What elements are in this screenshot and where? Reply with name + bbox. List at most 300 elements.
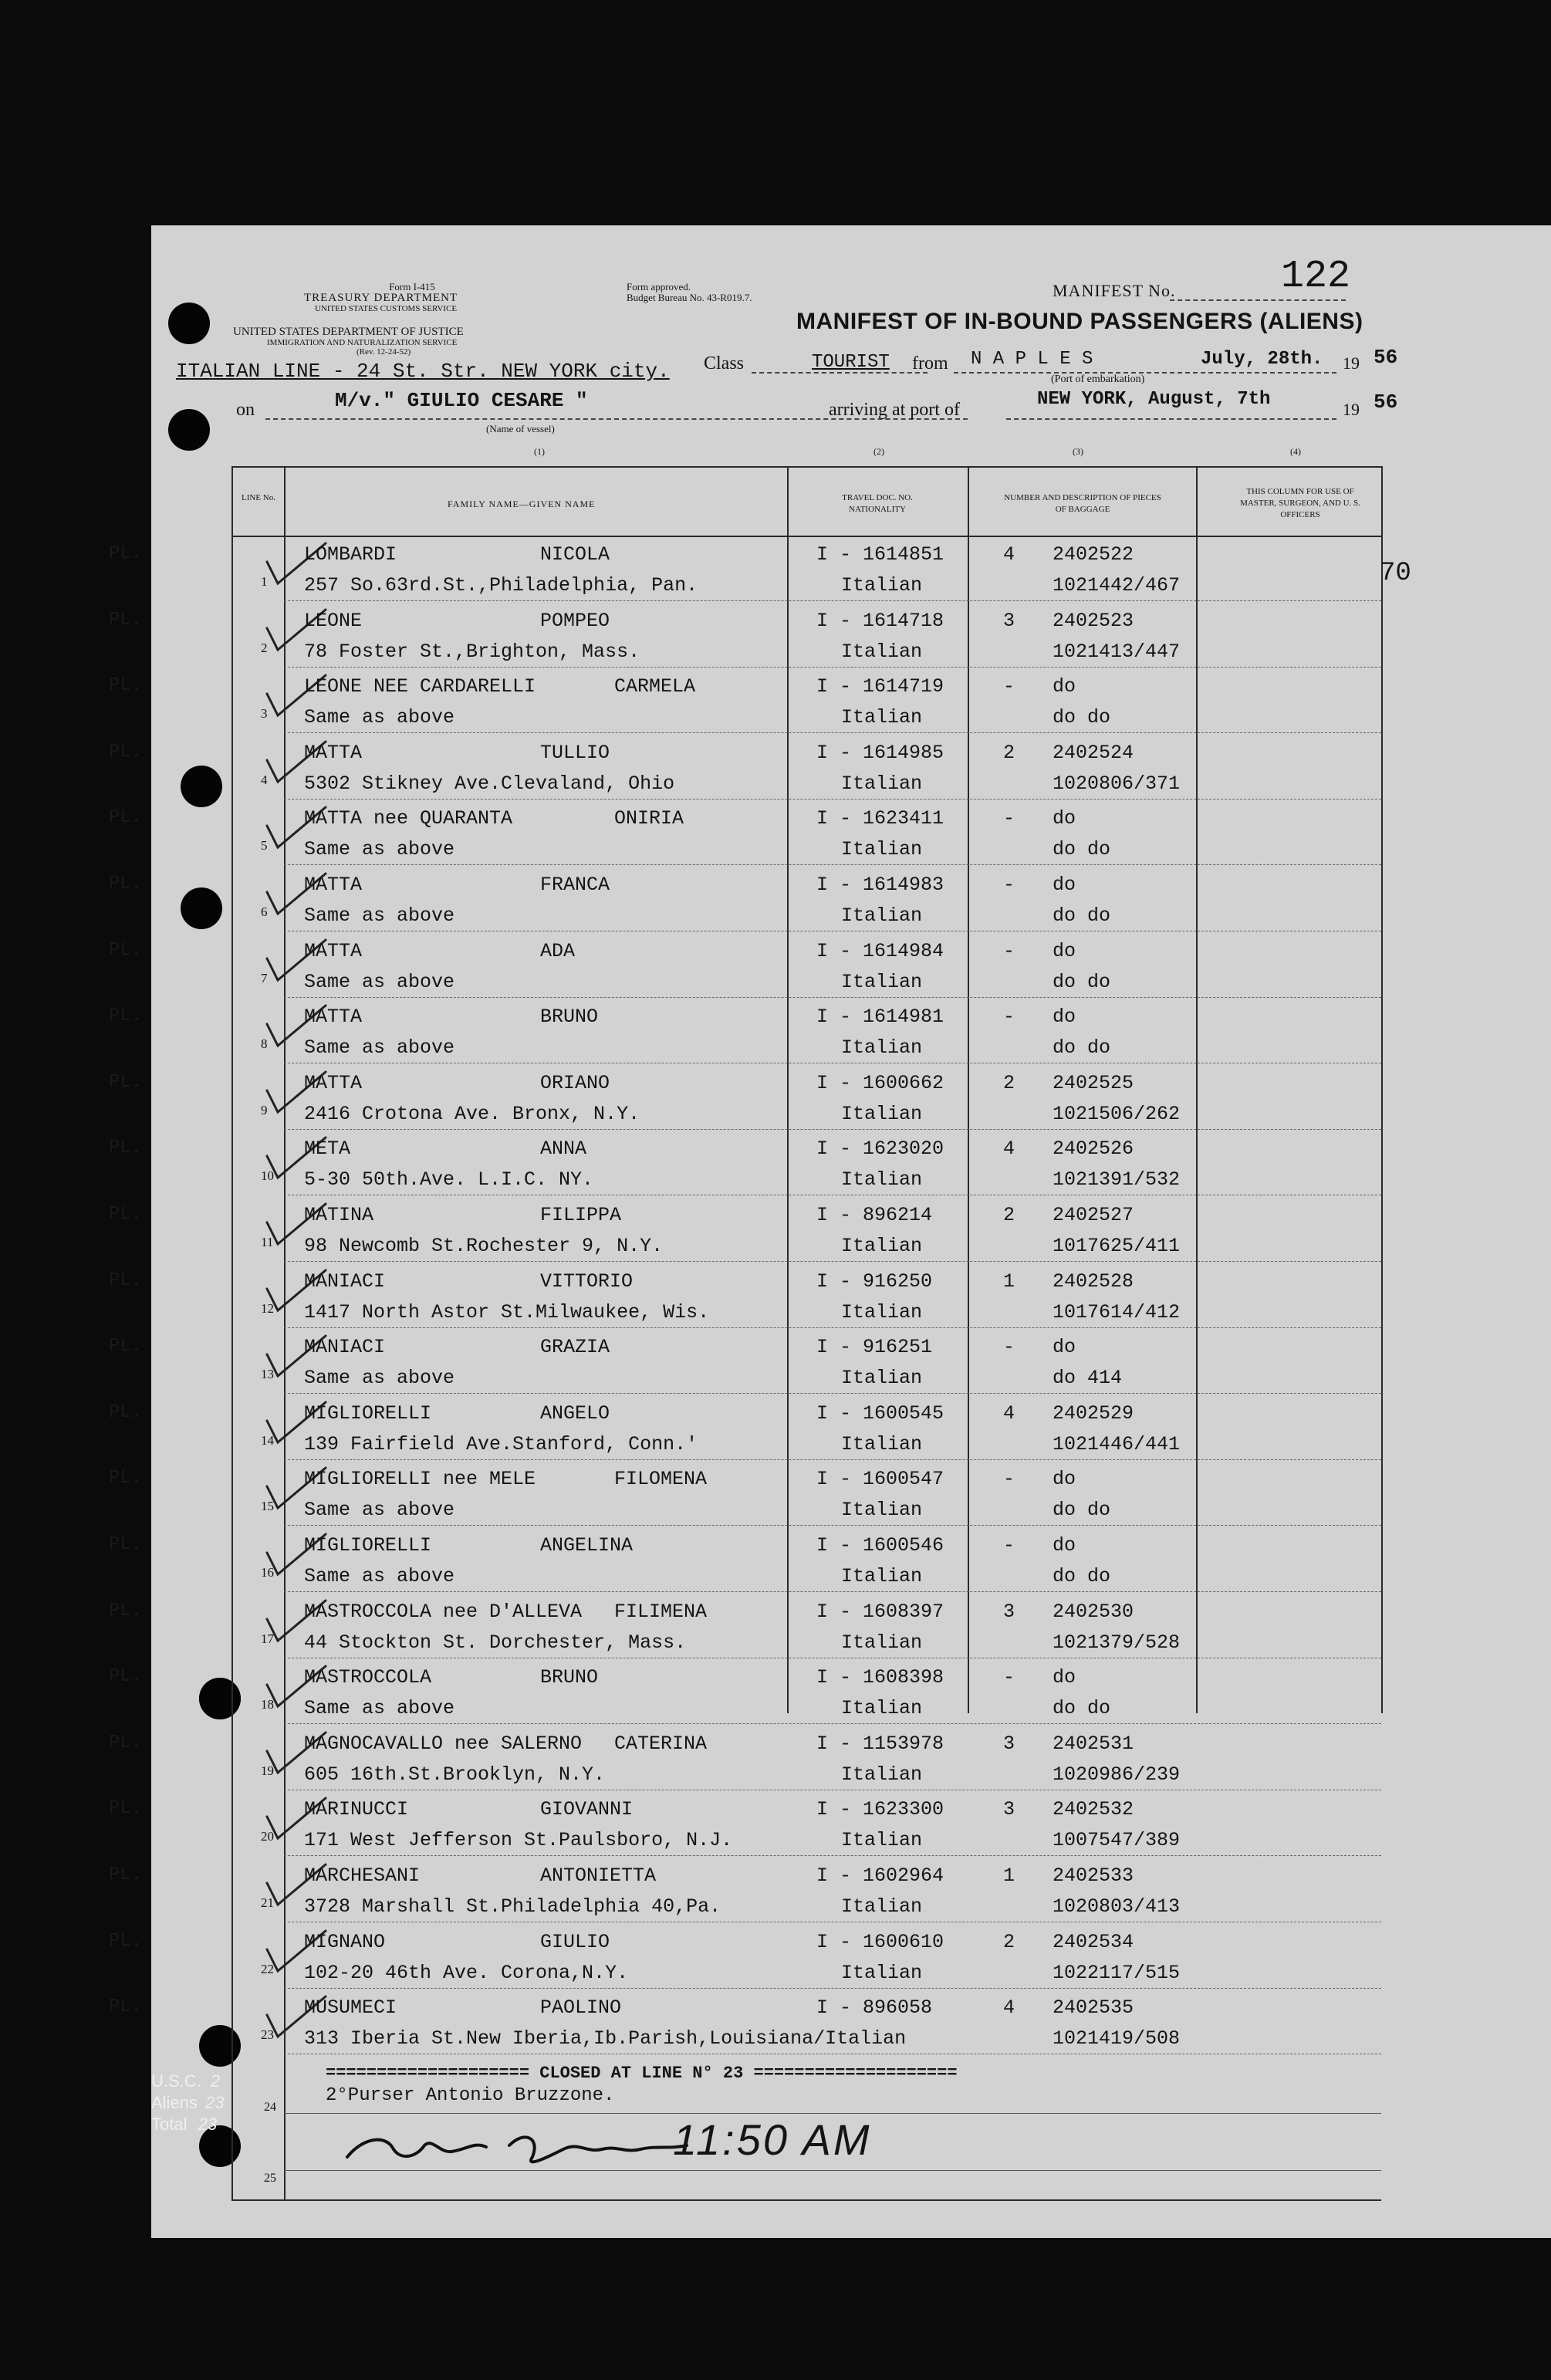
given-name: GIOVANNI: [540, 1798, 634, 1820]
baggage-ticket: 1021413/447: [1053, 641, 1181, 663]
baggage-ticket: 1021391/532: [1053, 1168, 1181, 1191]
baggage-pieces: 3: [1003, 1601, 1015, 1623]
form-number: Form I-415: [389, 281, 435, 292]
baggage-ticket: 1022117/515: [1053, 1962, 1181, 1984]
baggage-pieces: -: [1003, 874, 1015, 896]
table-row: [109, 866, 1551, 932]
row-rule: [284, 1525, 1381, 1526]
baggage-tag: 2402534: [1053, 1931, 1134, 1953]
signature-time: 11:50 AM: [673, 2115, 872, 2164]
baggage-tag: do: [1053, 675, 1076, 698]
line-number: 23: [261, 2027, 274, 2042]
family-name: MATTA: [304, 874, 363, 896]
nationality: Italian: [841, 574, 923, 597]
punch-hole: [168, 409, 210, 451]
baggage-ticket: 1020806/371: [1053, 772, 1181, 795]
table-row: [109, 1263, 1551, 1329]
baggage-pieces: 1: [1003, 1270, 1015, 1293]
travel-doc-number: I - 1614985: [816, 742, 944, 764]
line-number: 20: [261, 1829, 274, 1844]
pl-mark: PL.: [109, 1402, 143, 1423]
baggage-pieces: 2: [1003, 1931, 1015, 1953]
nationality: Italian: [841, 904, 923, 927]
baggage-tag: do: [1053, 1006, 1076, 1028]
departure-year: 56: [1374, 346, 1398, 369]
travel-doc-number: I - 916251: [816, 1336, 933, 1358]
manifest-number-label: MANIFEST No.: [1053, 281, 1176, 300]
travel-doc-number: I - 1602964: [816, 1864, 944, 1887]
baggage-ticket: do do: [1053, 1499, 1111, 1521]
tally-usc-value: 2: [210, 2071, 221, 2091]
family-name: MATTA: [304, 1006, 363, 1028]
address: 44 Stockton St. Dorchester, Mass.: [304, 1631, 687, 1654]
pl-mark: PL.: [109, 874, 143, 894]
table-row-rule: [284, 2170, 1381, 2171]
line-number: 21: [261, 1895, 274, 1910]
travel-doc-number: I - 1614983: [816, 874, 944, 896]
port-of-embarkation-note: (Port of embarkation): [1051, 374, 1145, 385]
family-name: MARINUCCI: [304, 1798, 409, 1820]
baggage-tag: 2402529: [1053, 1402, 1134, 1425]
address: Same as above: [304, 1499, 455, 1521]
row-rule: [284, 1723, 1381, 1724]
family-name: LEONE NEE CARDARELLI: [304, 675, 536, 698]
baggage-tag: do: [1053, 940, 1076, 962]
table-bottom-rule: [231, 2199, 1381, 2201]
table-row: [109, 932, 1551, 999]
budget-bureau: Budget Bureau No. 43-R019.7.: [627, 292, 752, 303]
table-row: [109, 668, 1551, 734]
header-line-no: LINE No.: [242, 493, 275, 502]
arrival-year-prefix: 19: [1343, 400, 1360, 419]
given-name: ANGELINA: [540, 1534, 634, 1557]
from-rule: [954, 372, 1336, 374]
nationality: Italian: [841, 1565, 923, 1587]
family-name: MATTA: [304, 742, 363, 764]
line-number: 7: [261, 971, 268, 985]
baggage-tag: 2402533: [1053, 1864, 1134, 1887]
baggage-ticket: do do: [1053, 1697, 1111, 1719]
line-number: 9: [261, 1103, 268, 1117]
table-row: [109, 1395, 1551, 1461]
baggage-pieces: -: [1003, 807, 1015, 830]
from-label: from: [912, 353, 948, 374]
pl-mark: PL.: [109, 1931, 143, 1952]
address: 102-20 46th Ave. Corona,N.Y.: [304, 1962, 629, 1984]
given-name: PAOLINO: [540, 1996, 622, 2019]
given-name: ONIRIA: [614, 807, 684, 830]
family-name: MIGLIORELLI: [304, 1534, 432, 1557]
line-number: 14: [261, 1433, 274, 1448]
address: 605 16th.St.Brooklyn, N.Y.: [304, 1763, 606, 1786]
address: Same as above: [304, 904, 455, 927]
table-row: [109, 602, 1551, 668]
nationality: Italian: [841, 1962, 923, 1984]
line-number: 1: [261, 574, 268, 589]
department-of-justice: UNITED STATES DEPARTMENT OF JUSTICE: [233, 326, 464, 338]
line-number: 17: [261, 1631, 274, 1646]
pl-mark: PL.: [109, 1270, 143, 1291]
table-row: [109, 536, 1551, 602]
tally-usc-label: U.S.C.: [151, 2071, 201, 2091]
tally-aliens: [151, 2093, 225, 2113]
pl-mark: PL.: [109, 742, 143, 762]
arriving-label: arriving at port of: [829, 400, 960, 420]
baggage-tag: do: [1053, 874, 1076, 896]
baggage-pieces: 2: [1003, 742, 1015, 764]
header-name: FAMILY NAME—GIVEN NAME: [448, 499, 596, 509]
table-row: [109, 734, 1551, 800]
given-name: GIULIO: [540, 1931, 610, 1953]
travel-doc-number: I - 1614984: [816, 940, 944, 962]
travel-doc-number: I - 1614851: [816, 543, 944, 566]
baggage-pieces: -: [1003, 675, 1015, 698]
form-approved: Form approved.: [627, 281, 691, 292]
nationality: Italian: [841, 1367, 923, 1389]
travel-doc-number: I - 1600547: [816, 1468, 944, 1490]
baggage-ticket: 1007547/389: [1053, 1829, 1181, 1851]
baggage-pieces: 4: [1003, 1138, 1015, 1160]
baggage-pieces: 4: [1003, 1996, 1015, 2019]
baggage-pieces: 3: [1003, 1733, 1015, 1755]
table-row: [109, 1857, 1551, 1923]
baggage-ticket: do 414: [1053, 1367, 1123, 1389]
nationality: Italian: [841, 1168, 923, 1191]
line-number: 22: [261, 1962, 274, 1976]
travel-doc-number: I - 1614981: [816, 1006, 944, 1028]
line-number: 2: [261, 641, 268, 655]
family-name: META: [304, 1138, 351, 1160]
travel-doc-number: I - 1623020: [816, 1138, 944, 1160]
travel-doc-number: I - 1600662: [816, 1072, 944, 1094]
baggage-ticket: do do: [1053, 706, 1111, 729]
nationality: Italian: [841, 1301, 923, 1324]
baggage-tag: 2402522: [1053, 543, 1134, 566]
tally-total-label: Total: [151, 2115, 188, 2134]
baggage-tag: 2402531: [1053, 1733, 1134, 1755]
margin-note: 70: [1380, 559, 1411, 588]
tally-total-value: 23: [198, 2115, 218, 2134]
baggage-ticket: do do: [1053, 1565, 1111, 1587]
header-travel-doc: TRAVEL DOC. NO. NATIONALITY: [842, 493, 913, 514]
nationality: Italian: [841, 1433, 923, 1455]
pl-mark: PL.: [109, 940, 143, 961]
baggage-pieces: -: [1003, 1006, 1015, 1028]
baggage-pieces: -: [1003, 1666, 1015, 1689]
departure-year-prefix: 19: [1343, 353, 1360, 373]
pl-mark: PL.: [109, 1468, 143, 1489]
travel-doc-number: I - 1623411: [816, 807, 944, 830]
family-name: LEONE: [304, 610, 363, 632]
line-number: 18: [261, 1697, 274, 1712]
pl-mark: PL.: [109, 675, 143, 696]
family-name: MATTA: [304, 940, 363, 962]
nationality: Italian: [841, 1036, 923, 1059]
baggage-tag: 2402528: [1053, 1270, 1134, 1293]
baggage-tag: do: [1053, 807, 1076, 830]
nationality: Italian: [841, 1829, 923, 1851]
family-name: MIGLIORELLI nee MELE: [304, 1468, 536, 1490]
row-rule: [284, 864, 1381, 865]
nationality: Italian: [841, 1235, 923, 1257]
family-name: MAGNOCAVALLO nee SALERNO: [304, 1733, 583, 1755]
baggage-tag: 2402525: [1053, 1072, 1134, 1094]
line-number: 6: [261, 904, 268, 919]
nationality: Italian: [841, 641, 923, 663]
manifest-title: MANIFEST OF IN-BOUND PASSENGERS (ALIENS): [796, 309, 1363, 334]
baggage-pieces: 4: [1003, 1402, 1015, 1425]
family-name: MATTA nee QUARANTA: [304, 807, 513, 830]
address: 5302 Stikney Ave.Clevaland, Ohio: [304, 772, 675, 795]
given-name: GRAZIA: [540, 1336, 610, 1358]
purser-name: 2°Purser Antonio Bruzzone.: [326, 2085, 615, 2106]
family-name: MANIACI: [304, 1336, 386, 1358]
family-name: MATTA: [304, 1072, 363, 1094]
row-rule: [284, 1393, 1381, 1394]
baggage-tag: 2402532: [1053, 1798, 1134, 1820]
nationality: Italian: [841, 1895, 923, 1918]
travel-doc-number: I - 1614718: [816, 610, 944, 632]
line-number: 12: [261, 1301, 274, 1316]
baggage-tag: 2402523: [1053, 610, 1134, 632]
pl-mark: PL.: [109, 1601, 143, 1621]
column-number: (1): [534, 446, 545, 457]
treasury-department: TREASURY DEPARTMENT: [304, 292, 458, 304]
address: 2416 Crotona Ave. Bronx, N.Y.: [304, 1103, 640, 1125]
address: 98 Newcomb St.Rochester 9, N.Y.: [304, 1235, 664, 1257]
address: 78 Foster St.,Brighton, Mass.: [304, 641, 640, 663]
pl-mark: PL.: [109, 1336, 143, 1357]
travel-doc-number: I - 896214: [816, 1204, 933, 1226]
baggage-tag: 2402530: [1053, 1601, 1134, 1623]
line-number: 13: [261, 1367, 274, 1381]
family-name: MUSUMECI: [304, 1996, 397, 2019]
given-name: CARMELA: [614, 675, 696, 698]
header-baggage: NUMBER AND DESCRIPTION OF PIECES OF BAGGAGE: [1004, 493, 1161, 514]
family-name: MASTROCCOLA: [304, 1666, 432, 1689]
given-name: ANTONIETTA: [540, 1864, 657, 1887]
given-name: POMPEO: [540, 610, 610, 632]
table-row: [109, 1526, 1551, 1593]
departure-date: July, 28th.: [1201, 349, 1323, 370]
given-name: BRUNO: [540, 1666, 599, 1689]
travel-doc-number: I - 1600546: [816, 1534, 944, 1557]
line-number: 10: [261, 1168, 274, 1183]
manifest-page: [109, 225, 1551, 2238]
table-row: [109, 800, 1551, 866]
travel-doc-number: I - 1608398: [816, 1666, 944, 1689]
arrival-port: NEW YORK, August, 7th: [1037, 389, 1271, 410]
punch-hole: [168, 303, 210, 344]
family-name: MATINA: [304, 1204, 374, 1226]
family-name: MARCHESANI: [304, 1864, 421, 1887]
pl-mark: PL.: [109, 1733, 143, 1753]
baggage-pieces: -: [1003, 1336, 1015, 1358]
table-row: [109, 1725, 1551, 1791]
line-number: 11: [261, 1235, 274, 1249]
travel-doc-number: I - 916250: [816, 1270, 933, 1293]
table-row: [109, 1130, 1551, 1196]
given-name: FILIMENA: [614, 1601, 708, 1623]
baggage-pieces: 3: [1003, 610, 1015, 632]
given-name: BRUNO: [540, 1006, 599, 1028]
table-row-rule: [284, 2113, 1381, 2114]
given-name: FILIPPA: [540, 1204, 622, 1226]
line-number: 5: [261, 838, 268, 853]
nationality: Italian: [841, 706, 923, 729]
address: Same as above: [304, 971, 455, 993]
nationality: Italian: [841, 1631, 923, 1654]
table-row: [109, 1328, 1551, 1395]
pl-mark: PL.: [109, 543, 143, 564]
nationality: Italian: [841, 1697, 923, 1719]
family-name: LOMBARDI: [304, 543, 397, 566]
given-name: FRANCA: [540, 874, 610, 896]
pl-mark: PL.: [109, 807, 143, 828]
nationality: Italian: [841, 838, 923, 860]
baggage-ticket: 1020986/239: [1053, 1763, 1181, 1786]
address: 5-30 50th.Ave. L.I.C. NY.: [304, 1168, 594, 1191]
row-rule: [284, 1591, 1381, 1592]
given-name: ORIANO: [540, 1072, 610, 1094]
tally-aliens-value: 23: [205, 2093, 225, 2112]
baggage-tag: 2402526: [1053, 1138, 1134, 1160]
baggage-ticket: 1021446/441: [1053, 1433, 1181, 1455]
closed-at-line: ==================== CLOSED AT LINE N° 23 ====================: [326, 2064, 958, 2083]
line-number: 19: [261, 1763, 274, 1778]
table-row: [109, 1460, 1551, 1526]
pl-mark: PL.: [109, 1204, 143, 1225]
row-rule: [284, 1855, 1381, 1856]
line-number: 16: [261, 1565, 274, 1580]
baggage-ticket: do do: [1053, 971, 1111, 993]
baggage-tag: do: [1053, 1468, 1076, 1490]
nationality: Italian: [841, 772, 923, 795]
baggage-ticket: 1021442/467: [1053, 574, 1181, 597]
family-name: MIGLIORELLI: [304, 1402, 432, 1425]
baggage-pieces: 4: [1003, 543, 1015, 566]
address: 139 Fairfield Ave.Stanford, Conn.': [304, 1433, 698, 1455]
pl-mark: PL.: [109, 1072, 143, 1093]
tally-usc: [151, 2071, 220, 2091]
manifest-number-rule: [1170, 299, 1346, 301]
baggage-pieces: -: [1003, 1468, 1015, 1490]
table-top-rule: [231, 466, 1383, 468]
on-label: on: [236, 400, 255, 420]
line-number: 25: [264, 2172, 276, 2185]
class-label: Class: [704, 353, 745, 374]
given-name: VITTORIO: [540, 1270, 634, 1293]
given-name: CATERINA: [614, 1733, 708, 1755]
pl-mark: PL.: [109, 1798, 143, 1819]
address: Same as above: [304, 1565, 455, 1587]
baggage-tag: do: [1053, 1336, 1076, 1358]
class-value: TOURIST: [812, 352, 890, 373]
baggage-ticket: 1021419/508: [1053, 2027, 1181, 2050]
table-row: [109, 998, 1551, 1064]
row-rule: [284, 732, 1381, 733]
baggage-pieces: 3: [1003, 1798, 1015, 1820]
travel-doc-number: I - 1600610: [816, 1931, 944, 1953]
baggage-ticket: do do: [1053, 1036, 1111, 1059]
address: Same as above: [304, 1367, 455, 1389]
line-number: 15: [261, 1499, 274, 1513]
address: 1417 North Astor St.Milwaukee, Wis.: [304, 1301, 710, 1324]
baggage-pieces: 2: [1003, 1204, 1015, 1226]
baggage-pieces: -: [1003, 940, 1015, 962]
pl-mark: PL.: [109, 1534, 143, 1555]
line-number: 24: [264, 2101, 276, 2114]
arrival-year: 56: [1374, 390, 1398, 414]
header-officers: THIS COLUMN FOR USE OF MASTER, SURGEON, AND U. S. OFFICERS: [1240, 487, 1360, 519]
line-company: ITALIAN LINE - 24 St. Str. NEW YORK city.: [176, 360, 670, 383]
baggage-tag: 2402527: [1053, 1204, 1134, 1226]
travel-doc-number: I - 1153978: [816, 1733, 944, 1755]
given-name: TULLIO: [540, 742, 610, 764]
baggage-ticket: 1017625/411: [1053, 1235, 1181, 1257]
baggage-ticket: do do: [1053, 838, 1111, 860]
vessel-name: M/v." GIULIO CESARE ": [335, 389, 588, 412]
baggage-pieces: 1: [1003, 1864, 1015, 1887]
table-row: [109, 1790, 1551, 1857]
baggage-pieces: 2: [1003, 1072, 1015, 1094]
travel-doc-number: I - 1608397: [816, 1601, 944, 1623]
address: Same as above: [304, 706, 455, 729]
baggage-ticket: 1021379/528: [1053, 1631, 1181, 1654]
baggage-ticket: 1017614/412: [1053, 1301, 1181, 1324]
given-name: ADA: [540, 940, 576, 962]
address: 3728 Marshall St.Philadelphia 40,Pa.: [304, 1895, 721, 1918]
pl-mark: PL.: [109, 1996, 143, 2017]
given-name: ANNA: [540, 1138, 587, 1160]
travel-doc-number: I - 1614719: [816, 675, 944, 698]
baggage-ticket: 1020803/413: [1053, 1895, 1181, 1918]
pl-mark: PL.: [109, 610, 143, 630]
immigration-service: IMMIGRATION AND NATURALIZATION SERVICE: [267, 338, 458, 347]
travel-doc-number: I - 1600545: [816, 1402, 944, 1425]
arrival-rule: [1006, 418, 1336, 420]
nationality: Italian: [841, 1499, 923, 1521]
travel-doc-number: I - 896058: [816, 1996, 933, 2019]
pl-mark: PL.: [109, 1138, 143, 1158]
baggage-tag: 2402535: [1053, 1996, 1134, 2019]
line-number: 4: [261, 772, 268, 787]
column-number: (3): [1073, 446, 1083, 457]
from-value: N A P L E S: [971, 349, 1093, 370]
page-number: 122: [1281, 255, 1351, 299]
table-row: [109, 1196, 1551, 1263]
family-name: MIGNANO: [304, 1931, 386, 1953]
tally-total: [151, 2115, 217, 2135]
column-number: (4): [1290, 446, 1301, 457]
baggage-tag: do: [1053, 1534, 1076, 1557]
tally-aliens-label: Aliens: [151, 2093, 198, 2112]
address: 313 Iberia St.New Iberia,Ib.Parish,Louisiana/Italian: [304, 2027, 907, 2050]
address: 171 West Jefferson St.Paulsboro, N.J.: [304, 1829, 733, 1851]
given-name: ANGELO: [540, 1402, 610, 1425]
row-rule: [284, 1261, 1381, 1262]
address: 257 So.63rd.St.,Philadelphia, Pan.: [304, 574, 698, 597]
baggage-ticket: do do: [1053, 904, 1111, 927]
column-number: (2): [873, 446, 884, 457]
pl-mark: PL.: [109, 1864, 143, 1885]
line-number: 8: [261, 1036, 268, 1051]
address: Same as above: [304, 1697, 455, 1719]
table-row: [109, 1658, 1551, 1725]
baggage-pieces: -: [1003, 1534, 1015, 1557]
baggage-tag: do: [1053, 1666, 1076, 1689]
given-name: FILOMENA: [614, 1468, 708, 1490]
